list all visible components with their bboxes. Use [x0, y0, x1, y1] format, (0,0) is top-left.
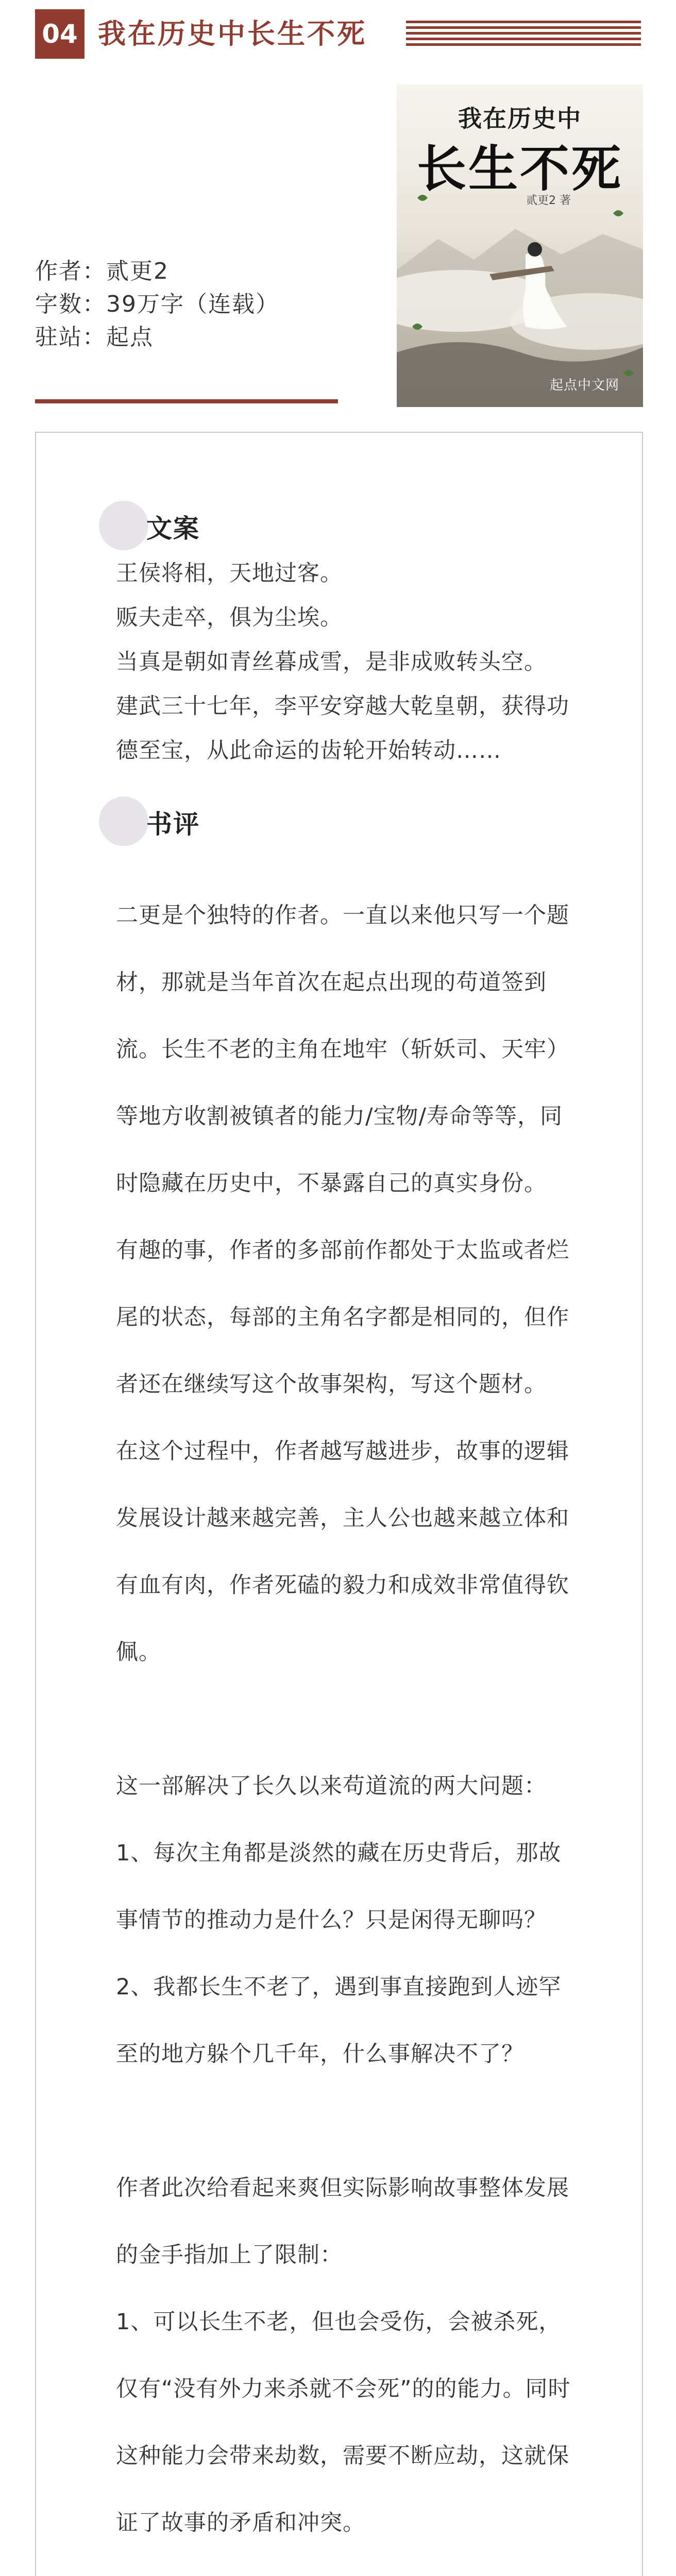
synopsis-line: 王侯将相，天地过客。	[116, 561, 343, 586]
review-line: 者还在继续写这个故事架构，写这个题材。	[116, 1371, 547, 1397]
cover-title-top: 我在历史中	[458, 105, 582, 132]
synopsis-line: 德至宝，从此命运的齿轮开始转动……	[116, 738, 501, 764]
synopsis-text	[116, 551, 631, 773]
synopsis-heading-label: 文案	[146, 514, 200, 544]
heading-circle-icon	[99, 501, 148, 550]
book-meta	[35, 255, 279, 354]
review-line: 至的地方躲个几千年，什么事解决不了？	[116, 2041, 524, 2067]
synopsis-line: 建武三十七年，李平安穿越大乾皇朝，获得功	[116, 693, 569, 719]
review-line: 1、每次主角都是淡然的藏在历史背后，那故	[116, 1840, 562, 1866]
meta-divider	[35, 399, 338, 403]
review-line: 在这个过程中，作者越写越进步，故事的逻辑	[116, 1438, 569, 1464]
review-line: 证了故事的矛盾和冲突。	[116, 2510, 365, 2536]
synopsis-line: 贩夫走卒，俱为尘埃。	[116, 605, 343, 631]
cover-author: 贰更2 著	[526, 194, 571, 207]
cover-title-main: 长生不死	[417, 140, 623, 198]
review-line: 1、可以长生不老，但也会受伤，会被杀死，	[116, 2309, 562, 2335]
review-line	[116, 2088, 631, 2155]
review-line: 发展设计越来越完善，主人公也越来越立体和	[116, 1505, 569, 1531]
review-line: 2、我都长生不老了，遇到事直接跑到人迹罕	[116, 1974, 562, 2000]
review-line: 时隐藏在历史中，不暴露自己的真实身份。	[116, 1171, 547, 1196]
review-line	[116, 2556, 631, 2576]
review-line: 等地方收割被镇者的能力/宝物/寿命等等，同	[116, 1104, 563, 1129]
decorative-stripes	[406, 21, 641, 47]
review-line: 这种能力会带来劫数，需要不断应劫，这就保	[116, 2443, 569, 2469]
review-heading-label: 书评	[146, 809, 200, 839]
heading-circle-icon	[99, 796, 148, 846]
book-cover-image	[397, 84, 643, 407]
word-count-line: 字数：39万字（连载）	[35, 291, 279, 317]
review-line: 这一部解决了长久以来苟道流的两大问题：	[116, 1773, 547, 1799]
site-line: 驻站：起点	[35, 324, 154, 350]
author-line: 作者：贰更2	[35, 258, 169, 284]
cover-publisher: 起点中文网	[549, 378, 619, 393]
review-line: 佩。	[116, 1639, 161, 1665]
review-line	[116, 1686, 631, 1753]
section-header	[35, 9, 641, 59]
synopsis-line: 当真是朝如青丝暮成雪，是非成败转头空。	[116, 649, 547, 675]
content-box	[35, 432, 643, 2576]
review-line: 的金手指加上了限制：	[116, 2242, 343, 2268]
review-line: 事情节的推动力是什么？只是闲得无聊吗？	[116, 1907, 547, 1933]
review-text	[116, 882, 631, 2576]
review-line: 仅有“没有外力来杀就不会死”的的能力。同时	[116, 2376, 571, 2402]
review-line: 材，那就是当年首次在起点出现的苟道签到	[116, 970, 547, 995]
review-line: 有血有肉，作者死磕的毅力和成效非常值得钦	[116, 1572, 569, 1598]
review-line: 有趣的事，作者的多部前作都处于太监或者烂	[116, 1238, 569, 1263]
review-line: 二更是个独特的作者。一直以来他只写一个题	[116, 903, 569, 928]
section-number-badge: 04	[35, 9, 84, 59]
review-line: 作者此次给看起来爽但实际影响故事整体发展	[116, 2175, 569, 2201]
book-title: 我在历史中长生不死	[98, 18, 367, 50]
review-line: 尾的状态，每部的主角名字都是相同的，但作	[116, 1304, 569, 1330]
review-line: 流。长生不老的主角在地牢（斩妖司、天牢）	[116, 1037, 569, 1062]
